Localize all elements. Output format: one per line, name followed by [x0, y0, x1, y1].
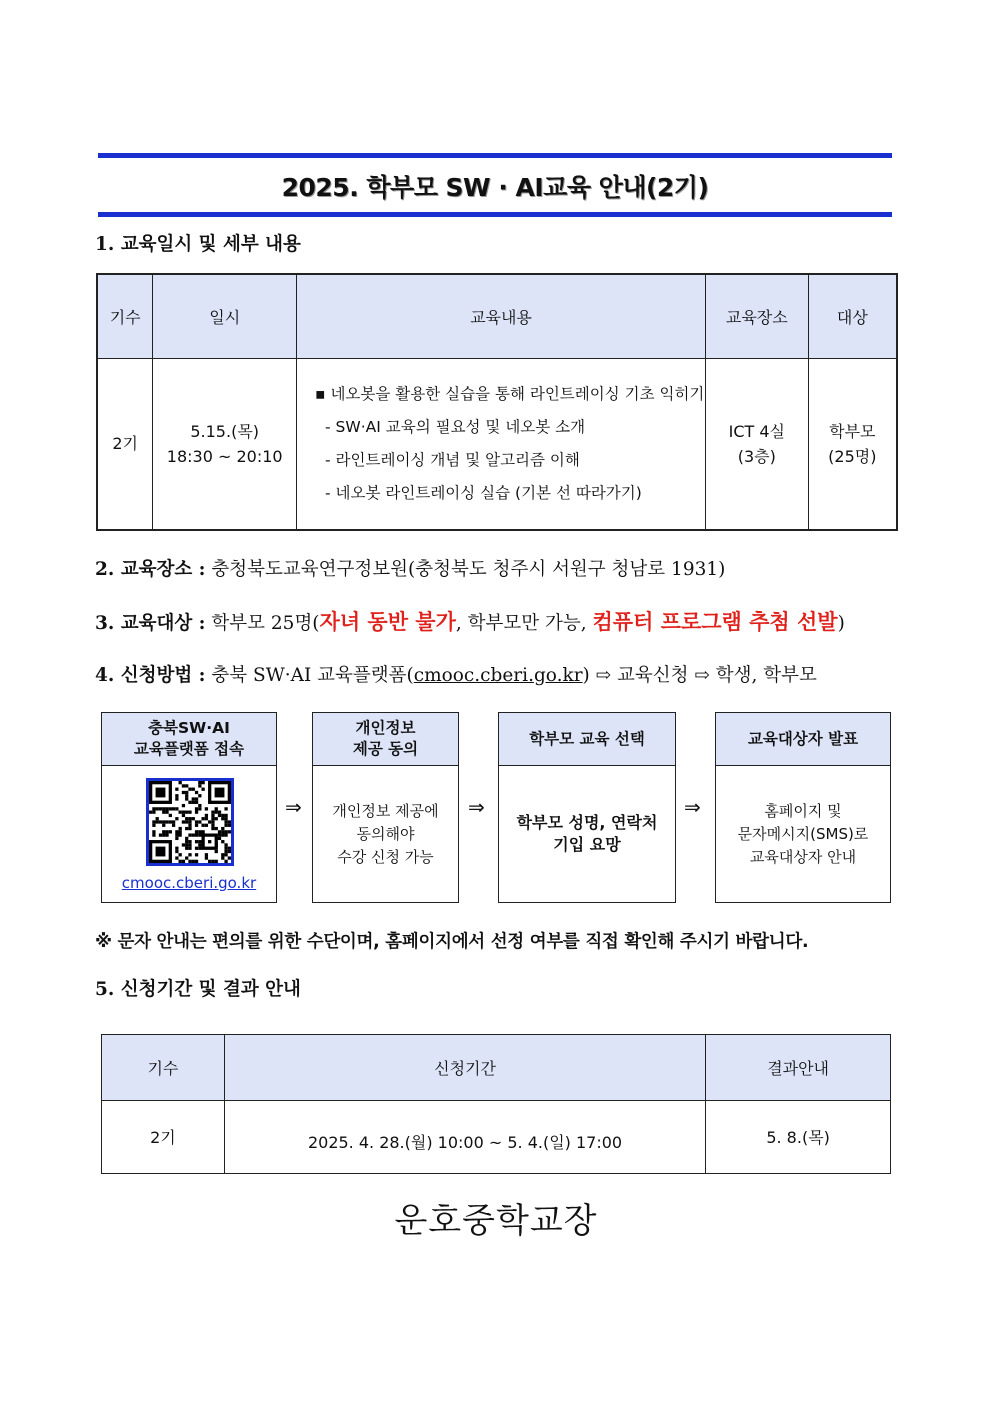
step-platform-access [101, 712, 277, 903]
date-text: 5.15.(목) [190, 421, 260, 441]
step-body [313, 766, 458, 902]
step-head-line: 교육플랫폼 접속 [133, 740, 245, 758]
section2 [95, 555, 725, 581]
step-body-line: 문자메시지(SMS)로 [737, 824, 869, 843]
arrow-icon: ⇒ [285, 795, 302, 819]
place-line: (3층) [737, 446, 776, 466]
qr-url-link[interactable]: cmooc.cberi.go.kr [121, 874, 257, 892]
step-head-line: 제공 동의 [352, 740, 419, 758]
section4-suffix: ) ⇨ 교육신청 ⇨ 학생, 학부모 [582, 665, 817, 686]
schedule-table [96, 273, 898, 531]
apply-table [101, 1034, 891, 1174]
header-content: 교육내용 [297, 274, 706, 358]
table-row [97, 358, 897, 530]
arrow-icon: ⇒ [684, 795, 701, 819]
lottery-notice: 컴퓨터 프로그램 추첨 선발 [592, 610, 838, 634]
title-rule-top [98, 153, 892, 158]
section4-prefix: 충북 SW·AI 교육플랫폼( [211, 665, 414, 686]
step-body [102, 766, 276, 902]
step-privacy-consent [312, 712, 459, 903]
content-item: - 네오봇 라인트레이싱 실습 (기본 선 따라가기) [325, 483, 642, 502]
step-head: 학부모 교육 선택 [499, 713, 675, 766]
section2-label: 2. 교육장소 : [95, 559, 206, 580]
table-row [102, 1101, 891, 1174]
content-item: - SW·AI 교육의 필요성 및 네오봇 소개 [325, 417, 586, 436]
arrow-icon: ⇒ [468, 795, 485, 819]
place-line: ICT 4실 [728, 421, 785, 441]
step-body [499, 766, 675, 902]
sms-notice: ※ 문자 안내는 편의를 위한 수단이며, 홈페이지에서 선정 여부를 직접 확인해 주시기 바랍니다. [95, 932, 809, 952]
platform-link[interactable]: cmooc.cberi.go.kr [413, 665, 583, 686]
header-term: 기수 [97, 274, 153, 358]
section4 [95, 661, 817, 687]
step-result-announcement [715, 712, 891, 903]
step-head-line: 충북SW·AI [148, 719, 230, 737]
header-date: 일시 [153, 274, 297, 358]
header-place: 교육장소 [705, 274, 808, 358]
cell-date [153, 358, 297, 530]
header-result: 결과안내 [706, 1035, 891, 1101]
target-line: 학부모 [829, 421, 876, 441]
step-body-line: 기입 요망 [553, 835, 621, 854]
section1-heading: 1. 교육일시 및 세부 내용 [95, 234, 301, 255]
header-term: 기수 [102, 1035, 225, 1101]
section2-value: 충청북도교육연구정보원(충청북도 청주시 서원구 청남로 1931) [211, 559, 726, 580]
step-body-line: 동의해야 [356, 824, 415, 843]
section3-middle: , 학부모만 가능, [455, 613, 593, 634]
cell-period: 2025. 4. 28.(월) 10:00 ~ 5. 4.(일) 17:00 [224, 1101, 705, 1174]
section3-prefix: 학부모 25명( [211, 613, 320, 634]
schedule-header-row [97, 274, 897, 358]
page-title: 2025. 학부모 SW · AI교육 안내(2기) [281, 173, 709, 202]
cell-place [705, 358, 808, 530]
header-period: 신청기간 [224, 1035, 705, 1101]
content-main: ▪ 네오봇을 활용한 실습을 통해 라인트레이싱 기초 익히기 [315, 384, 705, 403]
time-text: 18:30 ~ 20:10 [166, 446, 283, 466]
step-head [102, 713, 276, 766]
no-children-notice: 자녀 동반 불가 [319, 610, 456, 634]
section3-suffix: ) [837, 613, 845, 634]
content-item: - 라인트레이싱 개념 및 알고리즘 이해 [325, 450, 580, 469]
header-target: 대상 [808, 274, 897, 358]
apply-header-row [102, 1035, 891, 1101]
section5-heading: 5. 신청기간 및 결과 안내 [95, 979, 301, 1000]
title-rule-bottom [98, 212, 892, 217]
step-body [716, 766, 890, 902]
step-head-line: 개인정보 [355, 719, 416, 737]
cell-content [297, 358, 706, 530]
step-parent-course-select [498, 712, 676, 903]
step-body-line: 홈페이지 및 [764, 801, 842, 820]
step-body-line: 학부모 성명, 연락처 [516, 813, 658, 832]
cell-term: 2기 [102, 1101, 225, 1174]
section3-label: 3. 교육대상 : [95, 613, 206, 634]
target-line: (25명) [828, 446, 877, 466]
step-body-line: 수강 신청 가능 [337, 847, 434, 866]
step-head [313, 713, 458, 766]
step-head: 교육대상자 발표 [716, 713, 890, 766]
qr-code-icon[interactable] [146, 778, 234, 866]
cell-result: 5. 8.(목) [706, 1101, 891, 1174]
step-body-line: 교육대상자 안내 [749, 847, 857, 866]
section3 [95, 606, 845, 636]
signature: 운호중학교장 [394, 1201, 598, 1241]
cell-term: 2기 [97, 358, 153, 530]
step-body-line: 개인정보 제공에 [332, 801, 439, 820]
cell-target [808, 358, 897, 530]
section4-label: 4. 신청방법 : [95, 665, 206, 686]
